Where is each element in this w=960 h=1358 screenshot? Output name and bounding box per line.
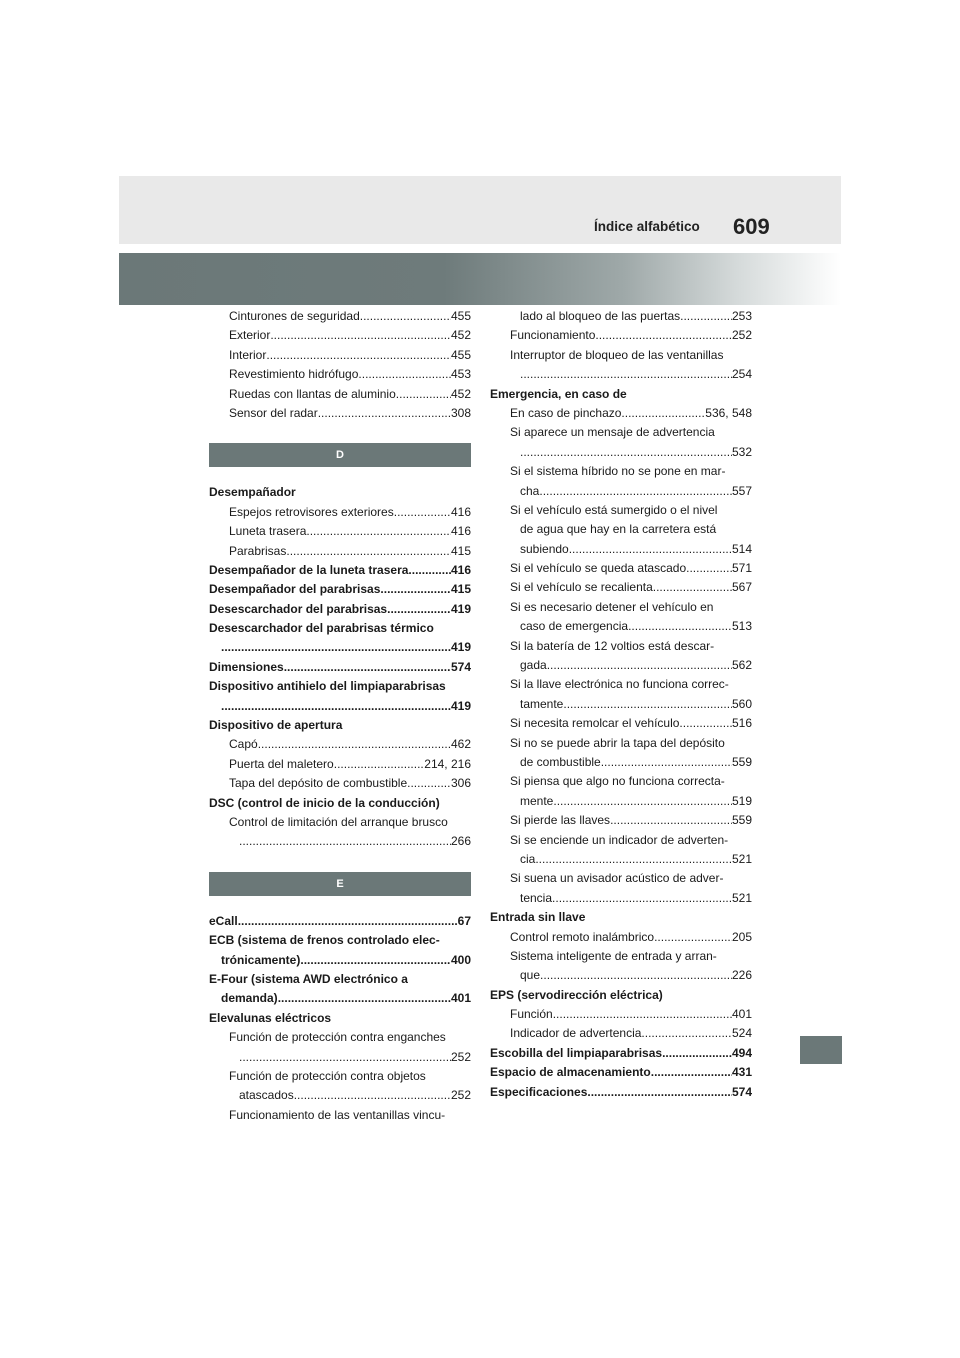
entry-text: Puerta del maletero <box>229 756 334 771</box>
page-ref: 513 <box>731 619 752 634</box>
index-subentry <box>490 578 752 597</box>
index-subentry <box>490 734 752 753</box>
page-ref: 419 <box>450 698 471 713</box>
entry-text: Espejos retrovisores exteriores <box>229 504 394 519</box>
entry-text: ECB (sistema de frenos controlado elec- <box>209 933 440 948</box>
entry-text: Emergencia, en caso de <box>490 386 627 401</box>
entry-text: Si aparece un mensaje de advertencia <box>510 425 715 440</box>
entry-text: cia <box>520 851 536 866</box>
dot-leader <box>520 443 732 462</box>
index-subentry <box>490 695 752 714</box>
index-subentry <box>490 850 752 869</box>
index-column-left <box>209 307 471 1125</box>
dot-leader <box>258 735 451 754</box>
index-entry <box>209 697 471 716</box>
page-ref: 416 <box>450 504 471 519</box>
entry-text: Si necesita remolcar el vehículo <box>510 716 680 731</box>
index-subentry <box>209 813 471 832</box>
page-ref: 462 <box>450 737 471 752</box>
entry-text: demanda) <box>221 991 278 1006</box>
entry-text: Dimensiones <box>209 659 284 674</box>
page-ref: 574 <box>450 659 471 674</box>
index-subentry <box>490 947 752 966</box>
index-subentry <box>209 307 471 326</box>
entry-text: Funcionamiento de las ventanillas vincu- <box>229 1107 446 1122</box>
dot-leader <box>407 774 451 793</box>
entry-text: Especificaciones <box>490 1084 588 1099</box>
page-ref: 567 <box>731 580 752 595</box>
page-ref: 205 <box>731 929 752 944</box>
entry-text: caso de emergencia <box>520 619 629 634</box>
index-entry <box>490 986 752 1005</box>
page-ref: 571 <box>731 561 752 576</box>
index-entry <box>490 1083 752 1102</box>
index-entry <box>490 908 752 927</box>
entry-text: Capó <box>229 737 258 752</box>
entry-text: mente <box>520 793 554 808</box>
index-entry <box>490 385 752 404</box>
entry-text: Parabrisas <box>229 543 287 558</box>
dot-leader <box>686 559 732 578</box>
page-ref: 252 <box>450 1049 471 1064</box>
dot-leader <box>380 580 451 599</box>
index-subentry <box>490 365 752 384</box>
page-ref: 252 <box>731 328 752 343</box>
entry-text: tamente <box>520 696 564 711</box>
dot-leader <box>595 326 732 345</box>
page-ref: 516 <box>731 716 752 731</box>
index-subentry <box>490 540 752 559</box>
dot-leader <box>300 951 451 970</box>
entry-text: Si el vehículo está sumergido o el nivel <box>510 502 718 517</box>
dot-leader <box>547 656 732 675</box>
index-entry <box>209 1009 471 1028</box>
entry-text: Si el sistema híbrido no se pone en mar- <box>510 464 726 479</box>
entry-text: Elevalunas eléctricos <box>209 1010 332 1025</box>
entry-text: Espacio de almacenamiento <box>490 1065 651 1080</box>
page-ref: 401 <box>450 991 471 1006</box>
dot-leader <box>278 989 451 1008</box>
index-subentry <box>490 462 752 481</box>
entry-text: Funcionamiento <box>510 328 596 343</box>
entry-text: gada <box>520 658 547 673</box>
dot-leader <box>396 385 451 404</box>
page-ref: 416 <box>450 562 471 577</box>
index-subentry <box>209 1067 471 1086</box>
entry-text: Si la batería de 12 voltios está descar- <box>510 638 715 653</box>
entry-text: Ruedas con llantas de aluminio <box>229 386 396 401</box>
entry-text: Tapa del depósito de combustible <box>229 776 408 791</box>
page-ref: 521 <box>731 851 752 866</box>
entry-text: DSC (control de inicio de la conducción) <box>209 795 440 810</box>
entry-text: Si piensa que algo no funciona correcta- <box>510 774 725 789</box>
page-ref: 400 <box>450 952 471 967</box>
entry-text: Revestimiento hidrófugo <box>229 367 359 382</box>
index-subentry <box>209 1106 471 1125</box>
dot-leader <box>221 697 451 716</box>
index-column-right <box>490 307 752 1102</box>
dot-leader <box>306 522 451 541</box>
index-subentry <box>490 928 752 947</box>
dot-leader <box>238 912 458 931</box>
page-ref: 401 <box>731 1007 752 1022</box>
page-ref: 521 <box>731 890 752 905</box>
entry-text: de combustible <box>520 754 601 769</box>
page-ref: 452 <box>450 386 471 401</box>
page-ref: 254 <box>731 367 752 382</box>
index-subentry <box>209 404 471 423</box>
entry-text: de agua que hay en la carretera está <box>520 522 717 537</box>
page-ref: 452 <box>450 328 471 343</box>
entry-text: cha <box>520 483 540 498</box>
entry-text: Función <box>510 1007 553 1022</box>
entry-text: Desescarchador del parabrisas térmico <box>209 621 434 636</box>
dot-leader <box>334 755 425 774</box>
index-subentry <box>490 326 752 345</box>
entry-text: Entrada sin llave <box>490 910 586 925</box>
dot-leader <box>294 1086 451 1105</box>
entry-text: EPS (servodirección eléctrica) <box>490 987 663 1002</box>
section-letter-header: E <box>209 872 471 896</box>
header-gradient-bar <box>119 253 841 305</box>
index-entry <box>209 970 471 989</box>
entry-text: Desempañador del parabrisas <box>209 582 381 597</box>
index-subentry <box>490 792 752 811</box>
index-subentry <box>209 542 471 561</box>
page-ref: 494 <box>731 1045 752 1060</box>
entry-text: Escobilla del limpiaparabrisas <box>490 1045 663 1060</box>
dot-leader <box>654 928 732 947</box>
page-ref: 559 <box>731 754 752 769</box>
chapter-thumb-tab <box>800 1036 842 1064</box>
page-ref: 226 <box>731 968 752 983</box>
page-ref: 532 <box>731 444 752 459</box>
index-subentry <box>209 326 471 345</box>
index-entry <box>209 677 471 696</box>
page-ref: 253 <box>731 309 752 323</box>
dot-leader <box>266 346 451 365</box>
entry-text: Si se enciende un indicador de adverten- <box>510 832 729 847</box>
dot-leader <box>408 561 451 580</box>
dot-leader <box>653 578 732 597</box>
page-number: 609 <box>733 214 770 239</box>
index-subentry <box>490 559 752 578</box>
dot-leader <box>358 365 451 384</box>
dot-leader <box>662 1044 732 1063</box>
entry-text: Desempañador de la luneta trasera <box>209 562 409 577</box>
index-subentry <box>490 772 752 791</box>
index-entry <box>209 580 471 599</box>
index-subentry <box>490 811 752 830</box>
index-subentry <box>490 501 752 520</box>
dot-leader <box>387 600 451 619</box>
index-subentry <box>490 346 752 365</box>
index-subentry <box>490 443 752 462</box>
entry-text: Función de protección contra objetos <box>229 1068 426 1083</box>
entry-text: Si la llave electrónica no funciona correc- <box>510 677 729 692</box>
page-ref: 559 <box>731 813 752 828</box>
page-ref: 557 <box>731 483 752 498</box>
dot-leader <box>601 753 732 772</box>
page-ref: 67 <box>457 913 471 928</box>
index-subentry <box>209 755 471 774</box>
index-entry <box>490 1063 752 1082</box>
index-entry <box>490 1044 752 1063</box>
page-ref: 431 <box>731 1065 752 1080</box>
index-subentry <box>209 365 471 384</box>
index-subentry <box>490 966 752 985</box>
index-subentry <box>209 1028 471 1047</box>
index-subentry <box>490 889 752 908</box>
entry-text: Si no se puede abrir la tapa del depósito <box>510 735 725 750</box>
dot-leader <box>563 695 732 714</box>
index-subentry <box>490 656 752 675</box>
index-subentry <box>209 385 471 404</box>
index-subentry <box>490 1005 752 1024</box>
index-entry <box>209 638 471 657</box>
entry-text: Función de protección contra enganches <box>229 1030 446 1045</box>
page-ref: 562 <box>731 658 752 673</box>
dot-leader <box>318 404 451 423</box>
entry-text: eCall <box>209 913 238 928</box>
dot-leader <box>394 503 451 522</box>
entry-text: subiendo <box>520 541 569 556</box>
page-ref: 455 <box>450 309 471 323</box>
page-ref: 415 <box>450 582 471 597</box>
page-ref: 419 <box>450 601 471 616</box>
index-subentry <box>490 675 752 694</box>
entry-text: Desempañador <box>209 485 296 500</box>
page-ref: 214, 216 <box>424 756 471 771</box>
page-ref: 419 <box>450 640 471 655</box>
dot-leader <box>221 638 451 657</box>
index-subentry <box>490 617 752 636</box>
entry-text: Control remoto inalámbrico <box>510 929 655 944</box>
index-subentry <box>490 714 752 733</box>
entry-text: Luneta trasera <box>229 524 307 539</box>
entry-text: Dispositivo de apertura <box>209 718 343 733</box>
page-ref: 574 <box>731 1084 752 1099</box>
index-entry <box>209 912 471 931</box>
dot-leader <box>628 617 732 636</box>
entry-text: Indicador de advertencia <box>510 1026 642 1041</box>
page-ref: 536, 548 <box>705 405 752 420</box>
index-subentry <box>490 637 752 656</box>
entry-text: Exterior <box>229 328 271 343</box>
entry-text: Sistema inteligente de entrada y arran- <box>510 948 717 963</box>
dot-leader <box>284 658 451 677</box>
page-ref: 455 <box>450 347 471 362</box>
index-entry <box>209 658 471 677</box>
dot-leader <box>239 1048 451 1067</box>
page-ref: 560 <box>731 696 752 711</box>
dot-leader <box>621 404 705 423</box>
index-subentry <box>209 1086 471 1105</box>
page-ref: 308 <box>450 405 471 420</box>
dot-leader <box>286 542 451 561</box>
section-title: Índice alfabético <box>594 219 700 234</box>
index-subentry <box>209 832 471 851</box>
index-subentry <box>209 503 471 522</box>
dot-leader <box>679 714 732 733</box>
index-subentry <box>209 774 471 793</box>
entry-text: Cinturones de seguridad <box>229 309 360 323</box>
dot-leader <box>539 482 732 501</box>
page-ref: 514 <box>731 541 752 556</box>
index-entry <box>209 600 471 619</box>
entry-text: Si el vehículo se queda atascado <box>510 561 687 576</box>
entry-text: Interruptor de bloqueo de las ventanillas <box>510 347 724 362</box>
dot-leader <box>535 850 732 869</box>
index-entry <box>209 619 471 638</box>
index-entry <box>209 716 471 735</box>
dot-leader <box>587 1083 732 1102</box>
index-subentry <box>209 735 471 754</box>
entry-text: Si pierde las llaves <box>510 813 611 828</box>
page-ref: 524 <box>731 1026 752 1041</box>
index-subentry <box>490 1024 752 1043</box>
dot-leader <box>552 889 732 908</box>
index-subentry <box>209 346 471 365</box>
dot-leader <box>540 966 732 985</box>
entry-text: Si es necesario detener el vehículo en <box>510 599 714 614</box>
index-subentry <box>490 598 752 617</box>
entry-text: Si suena un avisador acústico de adver- <box>510 871 724 886</box>
index-subentry <box>490 307 752 326</box>
entry-text: atascados <box>239 1088 294 1103</box>
index-entry <box>209 931 471 950</box>
index-subentry <box>209 522 471 541</box>
page-ref: 453 <box>450 367 471 382</box>
dot-leader <box>553 1005 732 1024</box>
index-subentry <box>490 423 752 442</box>
index-subentry <box>490 520 752 539</box>
entry-text: lado al bloqueo de las puertas <box>520 309 681 323</box>
entry-text: Sensor del radar <box>229 405 318 420</box>
entry-text: Desescarchador del parabrisas <box>209 601 388 616</box>
dot-leader <box>610 811 732 830</box>
entry-text: trónicamente) <box>221 952 301 967</box>
dot-leader <box>641 1024 732 1043</box>
index-subentry <box>209 1048 471 1067</box>
index-entry <box>209 483 471 502</box>
dot-leader <box>569 540 732 559</box>
entry-text: Si el vehículo se recalienta <box>510 580 653 595</box>
entry-text: tencia <box>520 890 553 905</box>
index-entry <box>209 794 471 813</box>
index-subentry <box>490 753 752 772</box>
page-ref: 416 <box>450 524 471 539</box>
dot-leader <box>520 365 732 384</box>
index-entry <box>209 561 471 580</box>
entry-text: E-Four (sistema AWD electrónico a <box>209 971 408 986</box>
entry-text: Interior <box>229 347 267 362</box>
page-ref: 252 <box>450 1088 471 1103</box>
page-ref: 306 <box>450 776 471 791</box>
page-ref: 266 <box>450 834 471 849</box>
dot-leader <box>651 1063 732 1082</box>
dot-leader <box>553 792 732 811</box>
page-ref: 519 <box>731 793 752 808</box>
entry-text: Dispositivo antihielo del limpiaparabrisas <box>209 679 446 694</box>
page-ref: 415 <box>450 543 471 558</box>
entry-text: que <box>520 968 541 983</box>
dot-leader <box>680 307 732 326</box>
dot-leader <box>270 326 451 345</box>
entry-text: Control de limitación del arranque brusco <box>229 814 448 829</box>
index-entry <box>209 989 471 1008</box>
index-subentry <box>490 869 752 888</box>
index-subentry <box>490 404 752 423</box>
index-entry <box>209 951 471 970</box>
index-subentry <box>490 831 752 850</box>
dot-leader <box>360 307 451 326</box>
entry-text: En caso de pinchazo <box>510 405 622 420</box>
dot-leader <box>239 832 451 851</box>
section-letter-header: D <box>209 443 471 467</box>
index-subentry <box>490 482 752 501</box>
